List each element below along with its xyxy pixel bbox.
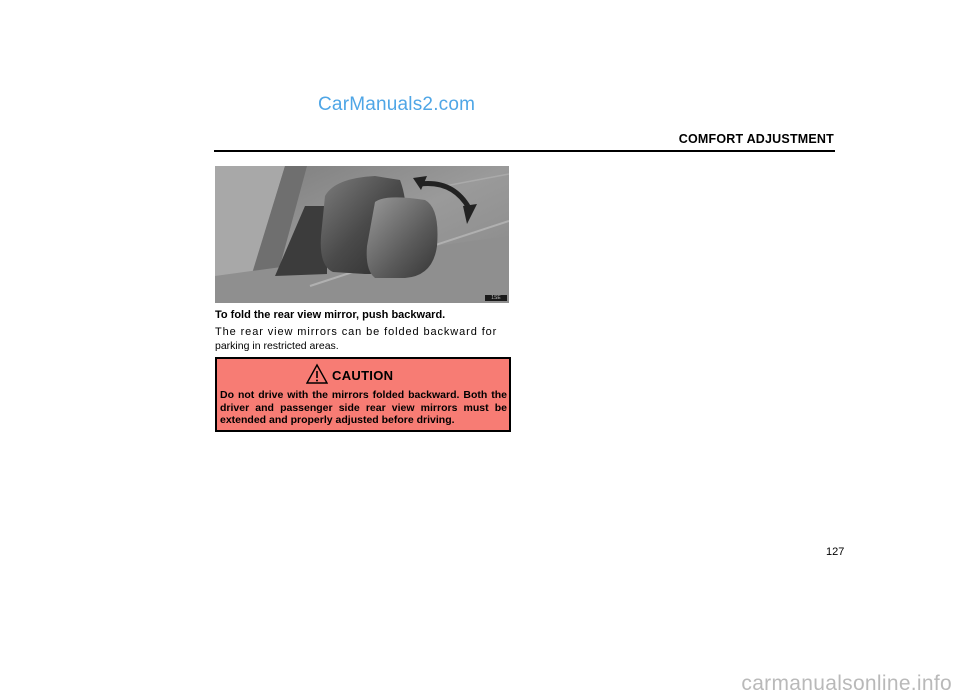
warning-triangle-icon	[306, 363, 328, 385]
body-line-1: The rear view mirrors can be folded backward for	[215, 326, 498, 338]
watermark-carmanualsonline: carmanualsonline.info	[741, 672, 952, 695]
body-line-2: parking in restricted areas.	[215, 340, 339, 352]
mirror-illustration	[215, 166, 509, 303]
page-number: 127	[826, 546, 845, 558]
section-title: COMFORT ADJUSTMENT	[678, 132, 834, 146]
mirror-drawing	[215, 166, 509, 303]
caution-text: Do not drive with the mirrors folded backward. Both the driver and passenger side rear view mirrors must be extended and properly adjusted before driving.	[220, 389, 507, 426]
figure-code: 1SE	[485, 295, 507, 301]
caution-header	[217, 363, 509, 387]
watermark-carmanuals2: CarManuals2.com	[318, 94, 476, 115]
header-rule	[214, 150, 835, 152]
body-paragraph	[215, 325, 515, 353]
caution-label: CAUTION	[332, 368, 394, 383]
figure-caption: To fold the rear view mirror, push backward.	[215, 309, 446, 321]
caution-box	[215, 357, 511, 432]
